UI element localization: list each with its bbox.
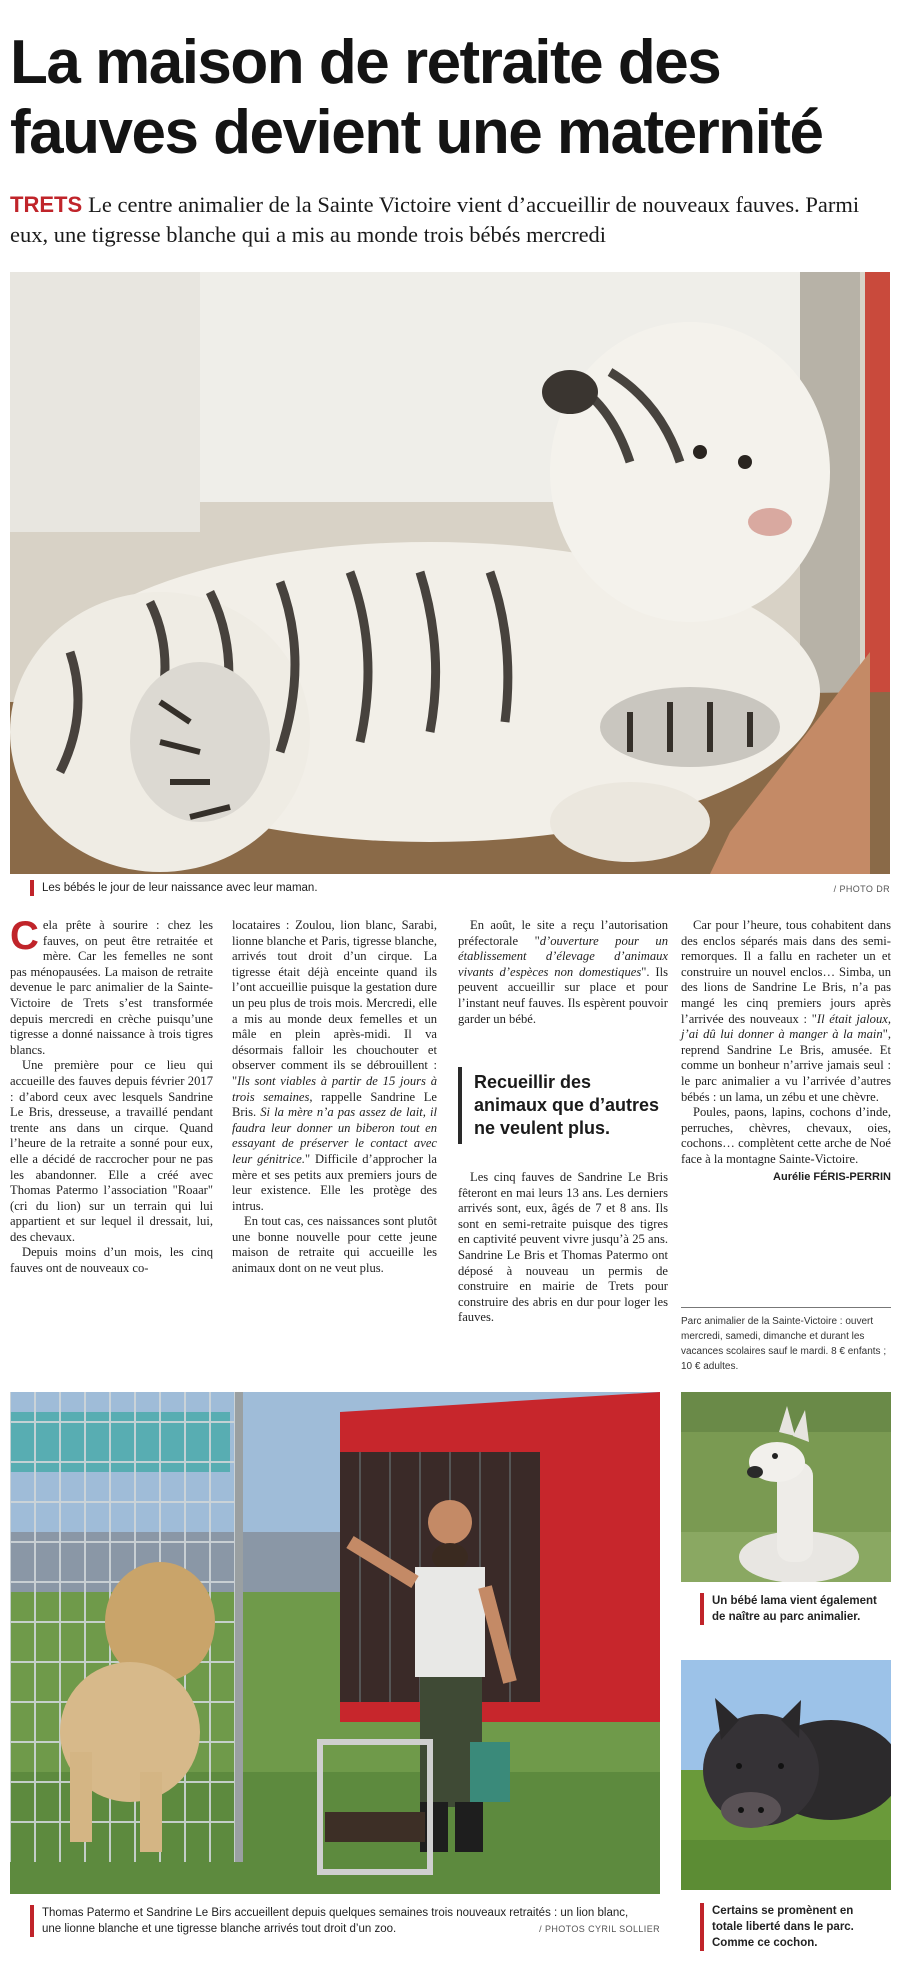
- column-1: [10, 914, 213, 1277]
- column-2-paragraph-1: [232, 918, 437, 1214]
- llama-photo: [681, 1392, 891, 1582]
- headline-line-2: fauves devient une maternité: [10, 98, 823, 167]
- column-3-paragraph-1: [458, 918, 668, 1027]
- c3-text-a: En août, le site a reçu l’autorisation préfectorale ": [458, 918, 668, 948]
- column-2: [232, 918, 437, 1277]
- tiger-photo-caption: [30, 880, 530, 896]
- column-3: [458, 918, 668, 1027]
- pig-photo-caption: [700, 1903, 885, 1951]
- column-1-paragraph-1-text: ela prête à sourire : chez les fauves, on peut être retraitée et mère. Car les femelles ne sont pas ménopausées. La maison de retraite devenue le parc animalier de la Sainte-Victoire de Trets s’est transformée depuis mercredi en crèche puisqu’une tigresse a donné naissance à trois tigres blancs.: [10, 918, 213, 1057]
- headline: [10, 28, 890, 168]
- headline-line-1: La maison de retraite des: [10, 28, 721, 97]
- c2-text-a: locataires : Zoulou, lion blanc, Sarabi, lionne blanche et Paris, tigresse blanche, arrivés tout droit d’un cirque. La tigresse était déjà enceinte quand ils l’ont accueillie puisque la gestation dure un peu plus de trois mois. Mercredi, elle a mis au monde deux femelles et un mâle en plein après-midi. Il va désormais falloir les chouchouter et observer comment ils se débrouillent : ": [232, 918, 437, 1088]
- practical-info-box: Parc animalier de la Sainte-Victoire : ouvert mercredi, samedi, dimanche et durant les vacances scolaires sauf le mardi. 8 € enfants ; 10 € adultes.: [681, 1307, 891, 1374]
- c4-text-a: Car pour l’heure, tous cohabitent dans des enclos séparés mais dans des semi-remorques. Il a fallu en racheter un et construire un nouvel enclos… Simba, un des lions de Sandrine Le Bris, n’a pas mangé les cinq premiers jours après l’arrivée des nouveaux : ": [681, 918, 891, 1026]
- pig-photo: [681, 1660, 891, 1890]
- lion-photo-credit: / PHOTOS CYRIL SOLLIER: [539, 1924, 660, 1934]
- column-3-lower: [458, 1170, 668, 1326]
- column-4-paragraph-1: [681, 918, 891, 1105]
- column-4: [681, 918, 891, 1185]
- tiger-photo-credit: / PHOTO DR: [833, 884, 890, 894]
- c2-quote-2: Si la mère n’a pas assez de lait, il faudra leur donner un biberon tout en essayant de préserver le contact avec leur génitrice.: [232, 1105, 438, 1166]
- llama-caption-text: Un bébé lama vient également de naître au parc animalier.: [712, 1595, 877, 1623]
- lead-text: Le centre animalier de la Sainte Victoire vient d’accueillir de nouveaux fauves. Parmi eux, une tigresse blanche qui a mis au monde trois bébés mercredi: [10, 192, 860, 247]
- column-2-paragraph-2: En tout cas, ces naissances sont plutôt une bonne nouvelle pour cette jeune maison de retraite qui accueille les animaux dont on ne veut plus.: [232, 1214, 437, 1276]
- lion-enclosure-photo: [10, 1392, 660, 1894]
- c3-text-b: ". Ils peuvent accueillir sur place et pour l’instant neuf fauves. Ils espèrent pouvoir garder un bébé.: [458, 964, 668, 1026]
- c2-text-c: " Difficile d’approcher la mère et ses petits aux premiers jours de leur existence. Elle les protège des intrus.: [232, 1151, 437, 1213]
- c4-text-b: ", reprend Sandrine Le Bris, amusée. Et comme un bonheur n’arrive jamais seul : le parc animalier a vu l’arrivée d’autres bébés : un lama, un zébu et une chèvre.: [681, 1027, 891, 1104]
- column-1-paragraph-3: Depuis moins d’un mois, les cinq fauves ont de nouveaux co-: [10, 1245, 213, 1276]
- column-1-paragraph-2: Une première pour ce lieu qui accueille des fauves depuis février 2017 : d’abord ceux avec lesquels Sandrine Le Bris, dresseuse, a travaillé pendant trente ans dans un cirque. Quand l’heure de la retraite a sonné pour eux, elle a décidé de raccrocher pour ne pas les abandonner. Elle a créé avec Thomas Patermo l’association "Roaar" (cri du lion) sur un terrain qui lui appartient et sur lequel il dressait, lui, des chevaux.: [10, 1058, 213, 1244]
- column-4-paragraph-2: Poules, paons, lapins, cochons d’inde, perruches, chèvres, chevaux, oies, cochons… complètent cette arche de Noé face à la montagne Sainte-Victoire.: [681, 1105, 891, 1166]
- author-signature: Aurélie FÉRIS-PERRIN: [773, 1170, 891, 1183]
- c4-quote: Il était jaloux, j’ai dû lui donner à manger à la main: [681, 1011, 891, 1042]
- pull-quote: Recueillir des animaux que d’autres ne veulent plus.: [458, 1067, 668, 1144]
- c2-quote-1: Ils sont viables à partir de 15 jours à trois semaines,: [232, 1073, 437, 1104]
- c2-text-b: rappelle Sandrine Le Bris.: [232, 1089, 437, 1120]
- lion-caption-text: Thomas Patermo et Sandrine Le Birs accueillent depuis quelques semaines trois nouveaux retraités : un lion blanc, une lionne blanche et une tigresse blanche arrivés tout droit d’un zoo.: [42, 1907, 629, 1935]
- column-3-paragraph-2: Les cinq fauves de Sandrine Le Bris fêteront en mai leurs 13 ans. Les derniers arrivés sont, eux, âgés de 7 et 8 ans. Ils sont en semi-retraite puisque des tigres en captivité peuvent vivre jusqu’à 25 ans. Sandrine Le Bris et Thomas Patermo ont déposé à nouveau un permis de construire en mairie de Trets pour construire des abris en dur pour loger les fauves.: [458, 1170, 668, 1325]
- tiger-photo: [10, 272, 890, 874]
- drop-cap: C: [10, 914, 39, 958]
- location-tag: TRETS: [10, 192, 83, 217]
- llama-photo-caption: [700, 1593, 885, 1625]
- lead-paragraph: [10, 190, 890, 250]
- pig-caption-text: Certains se promènent en totale liberté dans le parc. Comme ce cochon.: [712, 1905, 854, 1949]
- column-1-paragraph-1: [10, 914, 213, 1058]
- c3-quote: d’ouverture pour un établissement d’élevage d’animaux vivants d’espèces non domestiques: [458, 933, 668, 979]
- tiger-caption-text: Les bébés le jour de leur naissance avec leur maman.: [42, 882, 318, 894]
